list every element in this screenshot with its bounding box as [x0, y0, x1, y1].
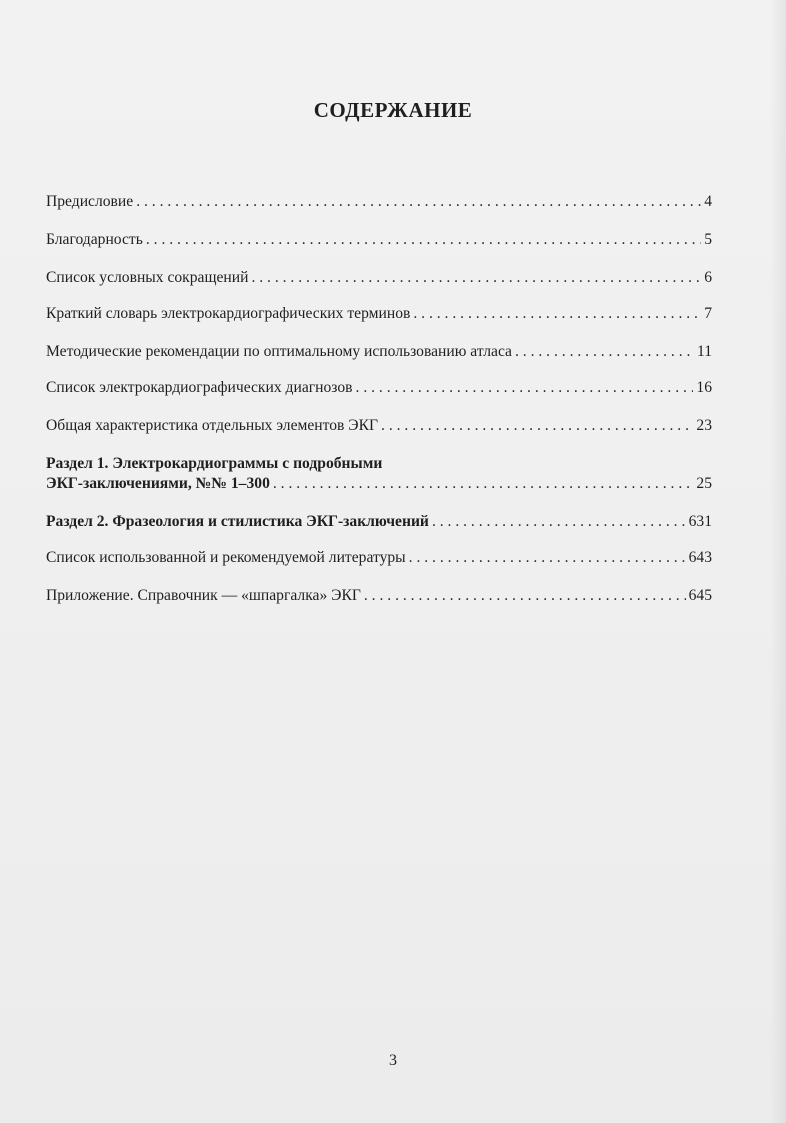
toc-leader-dots — [381, 416, 693, 436]
toc-page-number: 631 — [688, 513, 712, 530]
toc-leader-dots — [413, 304, 701, 324]
page-number: 3 — [389, 1052, 397, 1069]
toc-entry-label: Список электрокардиографических диагнозов — [46, 379, 353, 396]
toc-page-number: 23 — [696, 417, 712, 434]
toc-leader-dots — [364, 586, 686, 606]
toc-leader-dots — [409, 548, 686, 568]
toc-entry-label-line1: Раздел 1. Электрокардиограммы с подробными — [46, 455, 383, 472]
toc-entry-section-1[interactable] — [46, 454, 712, 494]
toc-entry-appendix[interactable] — [46, 586, 712, 606]
toc-leader-dots — [273, 474, 694, 494]
toc-page-number: 4 — [704, 193, 712, 210]
toc-entry-label: Краткий словарь электрокардиографических терминов — [46, 305, 411, 322]
toc-entry-label: Общая характеристика отдельных элементов ЭКГ — [46, 417, 379, 434]
page-title: СОДЕРЖАНИЕ — [313, 98, 473, 122]
toc-page-number: 25 — [696, 475, 712, 492]
toc-page-number: 6 — [704, 269, 712, 286]
toc-entry-label: Методические рекомендации по оптимальному использованию атласа — [46, 343, 512, 360]
toc-leader-dots — [515, 342, 694, 362]
toc-leader-dots — [136, 192, 701, 212]
toc-entry-ecg-elements[interactable] — [46, 416, 712, 436]
toc-entry-label: Раздел 2. Фразеология и стилистика ЭКГ-заключений — [46, 513, 429, 530]
toc-entry-label: Предисловие — [46, 193, 134, 210]
toc-entry-methodology[interactable] — [46, 342, 712, 362]
toc-entry-label: Список использованной и рекомендуемой литературы — [46, 549, 406, 566]
toc-entry-acknowledgements[interactable] — [46, 230, 712, 250]
toc-page-number: 11 — [696, 343, 712, 360]
toc-page-number: 645 — [688, 587, 712, 604]
toc-leader-dots — [146, 230, 701, 250]
toc-entry-label: Список условных сокращений — [46, 269, 249, 286]
toc-page-number: 643 — [688, 549, 712, 566]
toc-entry-label: Благодарность — [46, 231, 143, 248]
page-edge-shadow — [770, 0, 786, 1123]
toc-entry-preface[interactable] — [46, 192, 712, 212]
toc-entry-abbreviations[interactable] — [46, 268, 712, 288]
toc-entry-glossary[interactable] — [46, 304, 712, 324]
toc-entry-label: Приложение. Справочник — «шпаргалка» ЭКГ — [46, 587, 361, 604]
toc-page-number: 7 — [704, 305, 712, 322]
toc-leader-dots — [356, 378, 694, 398]
toc-entry-references[interactable] — [46, 548, 712, 568]
toc-leader-dots — [251, 268, 701, 288]
toc-entry-diagnoses[interactable] — [46, 378, 712, 398]
toc-page-number: 5 — [704, 231, 712, 248]
toc-page-number: 16 — [696, 379, 712, 396]
toc-entry-label-line2: ЭКГ-заключениями, №№ 1–300 — [46, 475, 270, 492]
toc-leader-dots — [432, 512, 686, 532]
toc-entry-section-2[interactable] — [46, 512, 712, 532]
